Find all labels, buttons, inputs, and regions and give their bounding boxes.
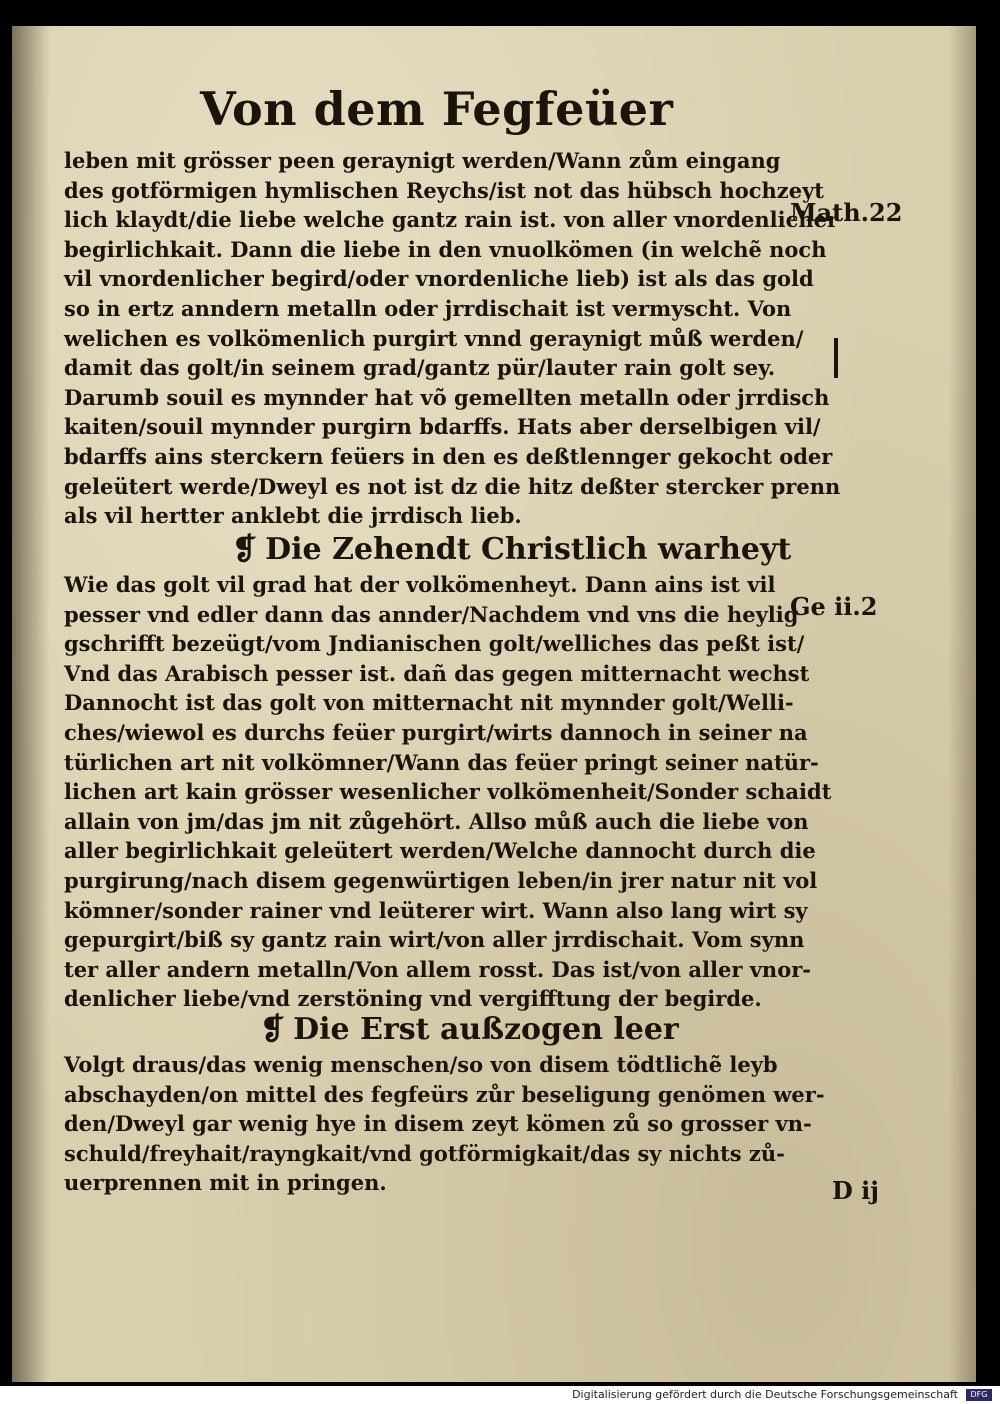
- text-line: des gotförmigen hymlischen Reychs/ist not das hübsch hochzeyt: [64, 177, 824, 203]
- text-line: leben mit grösser peen geraynigt werden/Wann zům eingang: [64, 148, 781, 173]
- footer: [0, 1386, 1000, 1404]
- dfg-logo: DFG: [966, 1389, 992, 1401]
- text-line: türlichen art nit volkömner/Wann das feüer pringt seiner natür-: [64, 749, 819, 775]
- text-line: ches/wiewol es durchs feüer purgirt/wirts dannoch in seiner na: [64, 719, 808, 745]
- text-line: begirlichkait. Dann die liebe in den vnuolkömen (in welchẽ noch: [64, 236, 827, 262]
- text-line: kömner/sonder rainer vnd leüterer wirt. Wann also lang wirt sy: [64, 897, 808, 923]
- page-title: Von dem Fegfeüer: [200, 82, 674, 136]
- text-line: lichen art kain grösser wesenlicher volkömenheit/Sonder schaidt: [64, 779, 832, 805]
- margin-mark: [834, 338, 838, 378]
- paragraph-2: [64, 570, 832, 1014]
- section-heading-2: [260, 1012, 679, 1047]
- text-line: lich klaydt/die liebe welche gantz rain ist. von aller vnordenlicher: [64, 207, 839, 233]
- heading-text: Die Zehendt Christlich warheyt: [265, 532, 792, 567]
- heading-text: Die Erst außzogen leer: [293, 1012, 679, 1047]
- text-line: kaiten/souil mynnder purgirn bdarffs. Hats aber derselbigen vil/: [64, 414, 821, 440]
- text-line: welichen es volkömenlich purgirt vnnd geraynigt můß werden/: [64, 325, 804, 351]
- gutter-shadow: [12, 26, 50, 1382]
- text-line: gschrifft bezeügt/vom Jndianischen golt/welliches das peßt ist/: [64, 631, 805, 657]
- text-line: purgirung/nach disem gegenwürtigen leben/in jrer natur nit vol: [64, 867, 818, 893]
- pilcrow-icon: ❡: [260, 1012, 286, 1047]
- text-line: vil vnordenlicher begird/oder vnordenliche lieb) ist als das gold: [64, 266, 814, 292]
- text-line: aller begirlichkait geleütert werden/Welche dannocht durch die: [64, 838, 816, 864]
- text-line: allain von jm/das jm nit zůgehört. Allso můß auch die liebe von: [64, 808, 809, 834]
- text-line: so in ertz anndern metalln oder jrrdischait ist vermyscht. Von: [64, 295, 792, 321]
- text-line: bdarffs ains sterckern feüers in den es deßtlennger gekocht oder: [64, 443, 833, 469]
- text-line: den/Dweyl gar wenig hye in disem zeyt kömen zů so grosser vn-: [64, 1111, 812, 1137]
- footer-credit: Digitalisierung gefördert durch die Deutsche Forschungsgemeinschaft: [572, 1388, 958, 1401]
- text-line: geleütert werde/Dweyl es not ist dz die hitz deßter stercker prenn: [64, 473, 841, 499]
- text-line: abschayden/on mittel des fegfeürs zůr beseligung genömen wer-: [64, 1081, 825, 1107]
- text-line: Vnd das Arabisch pesser ist. dañ das gegen mitternacht wechst: [64, 660, 810, 686]
- text-line: pesser vnd edler dann das annder/Nachdem vnd vns die heylig: [64, 601, 799, 627]
- text-line: ter aller andern metalln/Von allem rosst. Das ist/von aller vnor-: [64, 956, 811, 982]
- text-line: uerprennen mit in pringen.: [64, 1170, 387, 1196]
- margin-note-reference: Ge ii.2: [790, 592, 878, 621]
- section-heading-1: [232, 532, 791, 567]
- pilcrow-icon: ❡: [232, 532, 258, 567]
- text-line: damit das golt/in seinem grad/gantz pür/lauter rain golt sey.: [64, 355, 776, 381]
- text-line: denlicher liebe/vnd zerstöning vnd vergifftung der begirde.: [64, 986, 762, 1012]
- edge-shadow: [948, 26, 976, 1382]
- margin-note-reference: Math.22: [790, 198, 903, 227]
- text-line: als vil hertter anklebt die jrrdisch lieb.: [64, 503, 522, 529]
- signature-mark: D ij: [832, 1176, 879, 1205]
- text-line: Darumb souil es mynnder hat võ gemellten metalln oder jrrdisch: [64, 384, 830, 410]
- paragraph-3: [64, 1050, 825, 1198]
- text-line: Dannocht ist das golt von mitternacht nit mynnder golt/Welli-: [64, 690, 794, 716]
- paragraph-1: [64, 146, 841, 531]
- text-line: gepurgirt/biß sy gantz rain wirt/von aller jrrdischait. Vom synn: [64, 927, 805, 953]
- text-line: Volgt draus/das wenig menschen/so von disem tödtlichẽ leyb: [64, 1052, 778, 1077]
- text-line: schuld/freyhait/rayngkait/vnd gotförmigkait/das sy nichts zů-: [64, 1140, 785, 1166]
- text-line: Wie das golt vil grad hat der volkömenheyt. Dann ains ist vil: [64, 572, 776, 597]
